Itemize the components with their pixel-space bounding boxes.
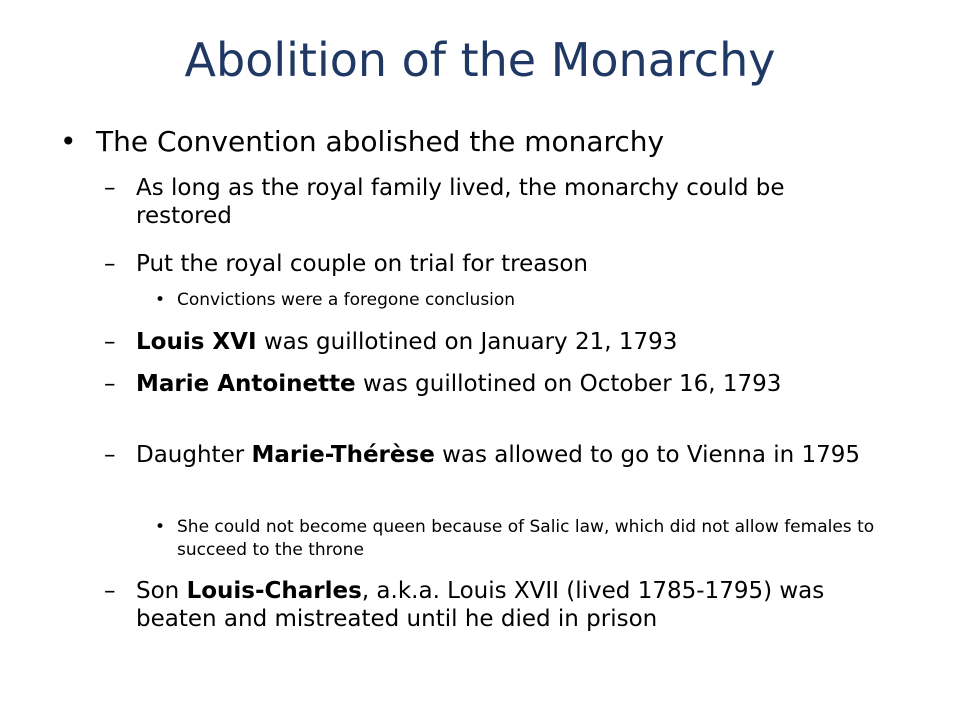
sub-item-6 xyxy=(104,577,864,633)
sub-item-text: As long as the royal family lived, the monarchy could be restored xyxy=(136,175,785,229)
sub-item-2 xyxy=(104,250,864,278)
sub-item-text xyxy=(136,370,864,398)
dash-icon: – xyxy=(104,329,116,355)
main-bullet-text: The Convention abolished the monarchy xyxy=(96,125,665,158)
sub-item-4 xyxy=(104,370,864,398)
dash-icon: – xyxy=(104,251,116,277)
sub-item-text xyxy=(136,441,864,469)
bullet-icon: • xyxy=(155,517,166,537)
sub-item-1 xyxy=(104,174,864,230)
dash-icon: – xyxy=(104,175,116,201)
sub-item-pre: Son xyxy=(136,578,187,604)
dash-icon: – xyxy=(104,442,116,468)
dash-icon: – xyxy=(104,371,116,397)
sub-item-5 xyxy=(104,441,864,469)
sub-sub-item-1 xyxy=(155,289,885,312)
bullet-icon: • xyxy=(155,290,166,310)
sub-sub-item-text: Convictions were a foregone conclusion xyxy=(177,290,516,310)
sub-item-text xyxy=(136,328,864,356)
sub-item-text xyxy=(136,577,864,633)
sub-item-pre: Daughter xyxy=(136,442,252,468)
bold-name: Marie-Thérèse xyxy=(251,442,435,468)
bold-name: Louis XVI xyxy=(136,329,257,355)
sub-item-3 xyxy=(104,328,864,356)
dash-icon: – xyxy=(104,578,116,604)
slide-title: Abolition of the Monarchy xyxy=(184,33,776,87)
sub-sub-item-text: She could not become queen because of Salic law, which did not allow females to succeed to the throne xyxy=(177,517,875,560)
sub-sub-item-2 xyxy=(155,516,885,562)
sub-item-text: Put the royal couple on trial for treason xyxy=(136,251,589,277)
bullet-icon: • xyxy=(60,125,77,158)
sub-item-rest: was guillotined on October 16, 1793 xyxy=(355,371,782,397)
sub-item-rest: , a.k.a. Louis XVII (lived 1785-1795) was beaten and mistreated until he died in prison xyxy=(136,578,825,632)
bold-name: Louis-Charles xyxy=(186,578,362,604)
bold-name: Marie Antoinette xyxy=(136,371,356,397)
sub-item-rest: was guillotined on January 21, 1793 xyxy=(256,329,678,355)
sub-item-rest: was allowed to go to Vienna in 1795 xyxy=(434,442,861,468)
